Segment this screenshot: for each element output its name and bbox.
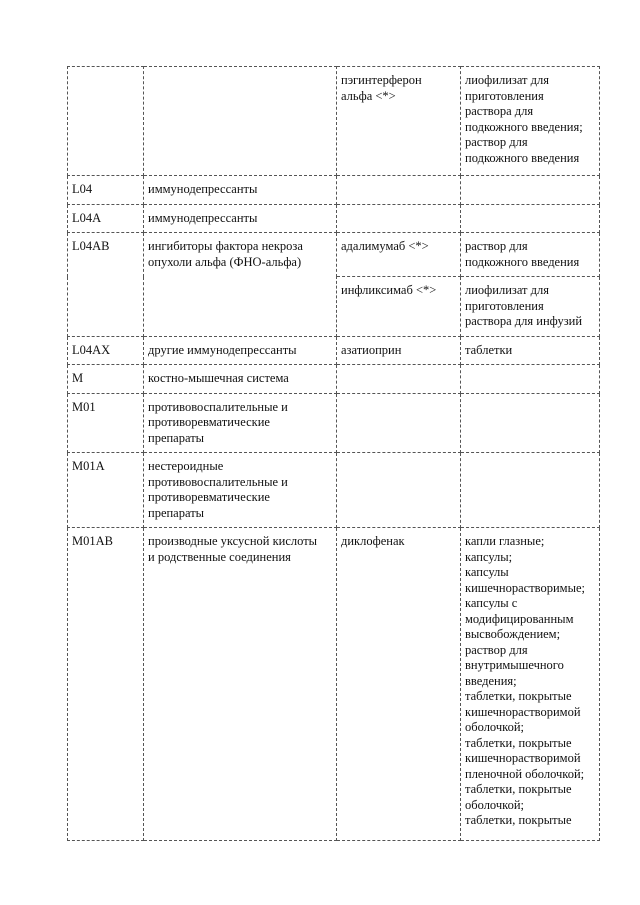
drug-name-cell — [337, 277, 461, 337]
drug-name-cell — [337, 453, 461, 528]
group-cell — [144, 528, 337, 841]
drug-name-cell — [337, 67, 461, 176]
table-row — [68, 453, 600, 528]
group-name: костно-мышечная система — [148, 371, 289, 385]
table-row — [68, 336, 600, 365]
atc-code: L04A — [72, 210, 102, 225]
dosage-form-cell — [461, 365, 600, 394]
drug-classification-table — [67, 66, 600, 841]
group-cell — [144, 67, 337, 176]
table-row — [68, 204, 600, 233]
group-cell — [144, 336, 337, 365]
drug-name-cell — [337, 365, 461, 394]
atc-code-cell — [68, 336, 144, 365]
atc-code-cell — [68, 453, 144, 528]
atc-code: M — [72, 371, 84, 385]
atc-code: L04AB — [72, 239, 110, 253]
atc-code-cell — [68, 365, 144, 394]
group-name: ингибиторы фактора некроза опухоли альфа (ФНО-альфа) — [148, 239, 303, 269]
dosage-form: капли глазные; капсулы; капсулы кишечнорастворимые; капсулы с модифицированным высвобождением; раствор для внутримышечного введения; таблетки, покрытые кишечнорастворимой оболочкой; таблетки, покрытые кишечнорастворимой пленочной оболочкой; таблетки, покрытые оболочкой; таблетки, покрытые — [465, 534, 585, 827]
group-name: противовоспалительные и противоревматические препараты — [148, 399, 288, 445]
drug-name: адалимумаб <*> — [341, 239, 429, 253]
group-cell — [144, 176, 337, 205]
table-row — [68, 365, 600, 394]
drug-name-cell — [337, 336, 461, 365]
table-row — [68, 176, 600, 205]
drug-name-cell — [337, 233, 461, 277]
drug-name-cell — [337, 204, 461, 233]
table-row — [68, 393, 600, 453]
dosage-form-cell — [461, 453, 600, 528]
table-row — [68, 233, 600, 277]
atc-code: M01A — [72, 459, 105, 473]
group-name: иммунодепрессанты — [148, 210, 258, 225]
atc-code-cell — [68, 393, 144, 453]
group-name: иммунодепрессанты — [148, 182, 258, 196]
atc-code-cell — [68, 204, 144, 233]
drug-name: азатиоприн — [341, 342, 402, 357]
atc-code: M01AB — [72, 534, 113, 548]
atc-code-cell — [68, 67, 144, 176]
group-cell — [144, 453, 337, 528]
atc-code-cell — [68, 233, 144, 337]
table-row — [68, 528, 600, 841]
group-cell — [144, 393, 337, 453]
dosage-form-cell — [461, 336, 600, 365]
dosage-form-cell — [461, 67, 600, 176]
dosage-form-cell — [461, 393, 600, 453]
group-cell — [144, 365, 337, 394]
atc-code-cell — [68, 528, 144, 841]
group-cell — [144, 204, 337, 233]
dosage-form: лиофилизат для приготовления раствора для подкожного введения; раствор для подкожного введения — [465, 73, 583, 165]
table-row — [68, 67, 600, 176]
dosage-form-cell — [461, 277, 600, 337]
dosage-form-cell — [461, 233, 600, 277]
dosage-form: раствор для подкожного введения — [465, 239, 580, 269]
group-name: другие иммунодепрессанты — [148, 342, 297, 357]
drug-name: диклофенак — [341, 534, 405, 548]
atc-code: L04AX — [72, 342, 111, 357]
group-name: производные уксусной кислоты и родственные соединения — [148, 534, 318, 564]
atc-code: L04 — [72, 182, 93, 196]
drug-name-cell — [337, 176, 461, 205]
dosage-form-cell — [461, 528, 600, 841]
dosage-form-cell — [461, 176, 600, 205]
dosage-form: лиофилизат для приготовления раствора для инфузий — [465, 283, 583, 328]
atc-code-cell — [68, 176, 144, 205]
group-name: нестероидные противовоспалительные и противоревматические препараты — [148, 459, 288, 520]
dosage-form-cell — [461, 204, 600, 233]
group-cell — [144, 233, 337, 337]
drug-name-cell — [337, 393, 461, 453]
atc-code: M01 — [72, 399, 96, 414]
drug-name-cell — [337, 528, 461, 841]
drug-name: инфликсимаб <*> — [341, 283, 437, 297]
drug-name: пэгинтерферон альфа <*> — [341, 73, 422, 103]
dosage-form: таблетки — [465, 342, 513, 357]
